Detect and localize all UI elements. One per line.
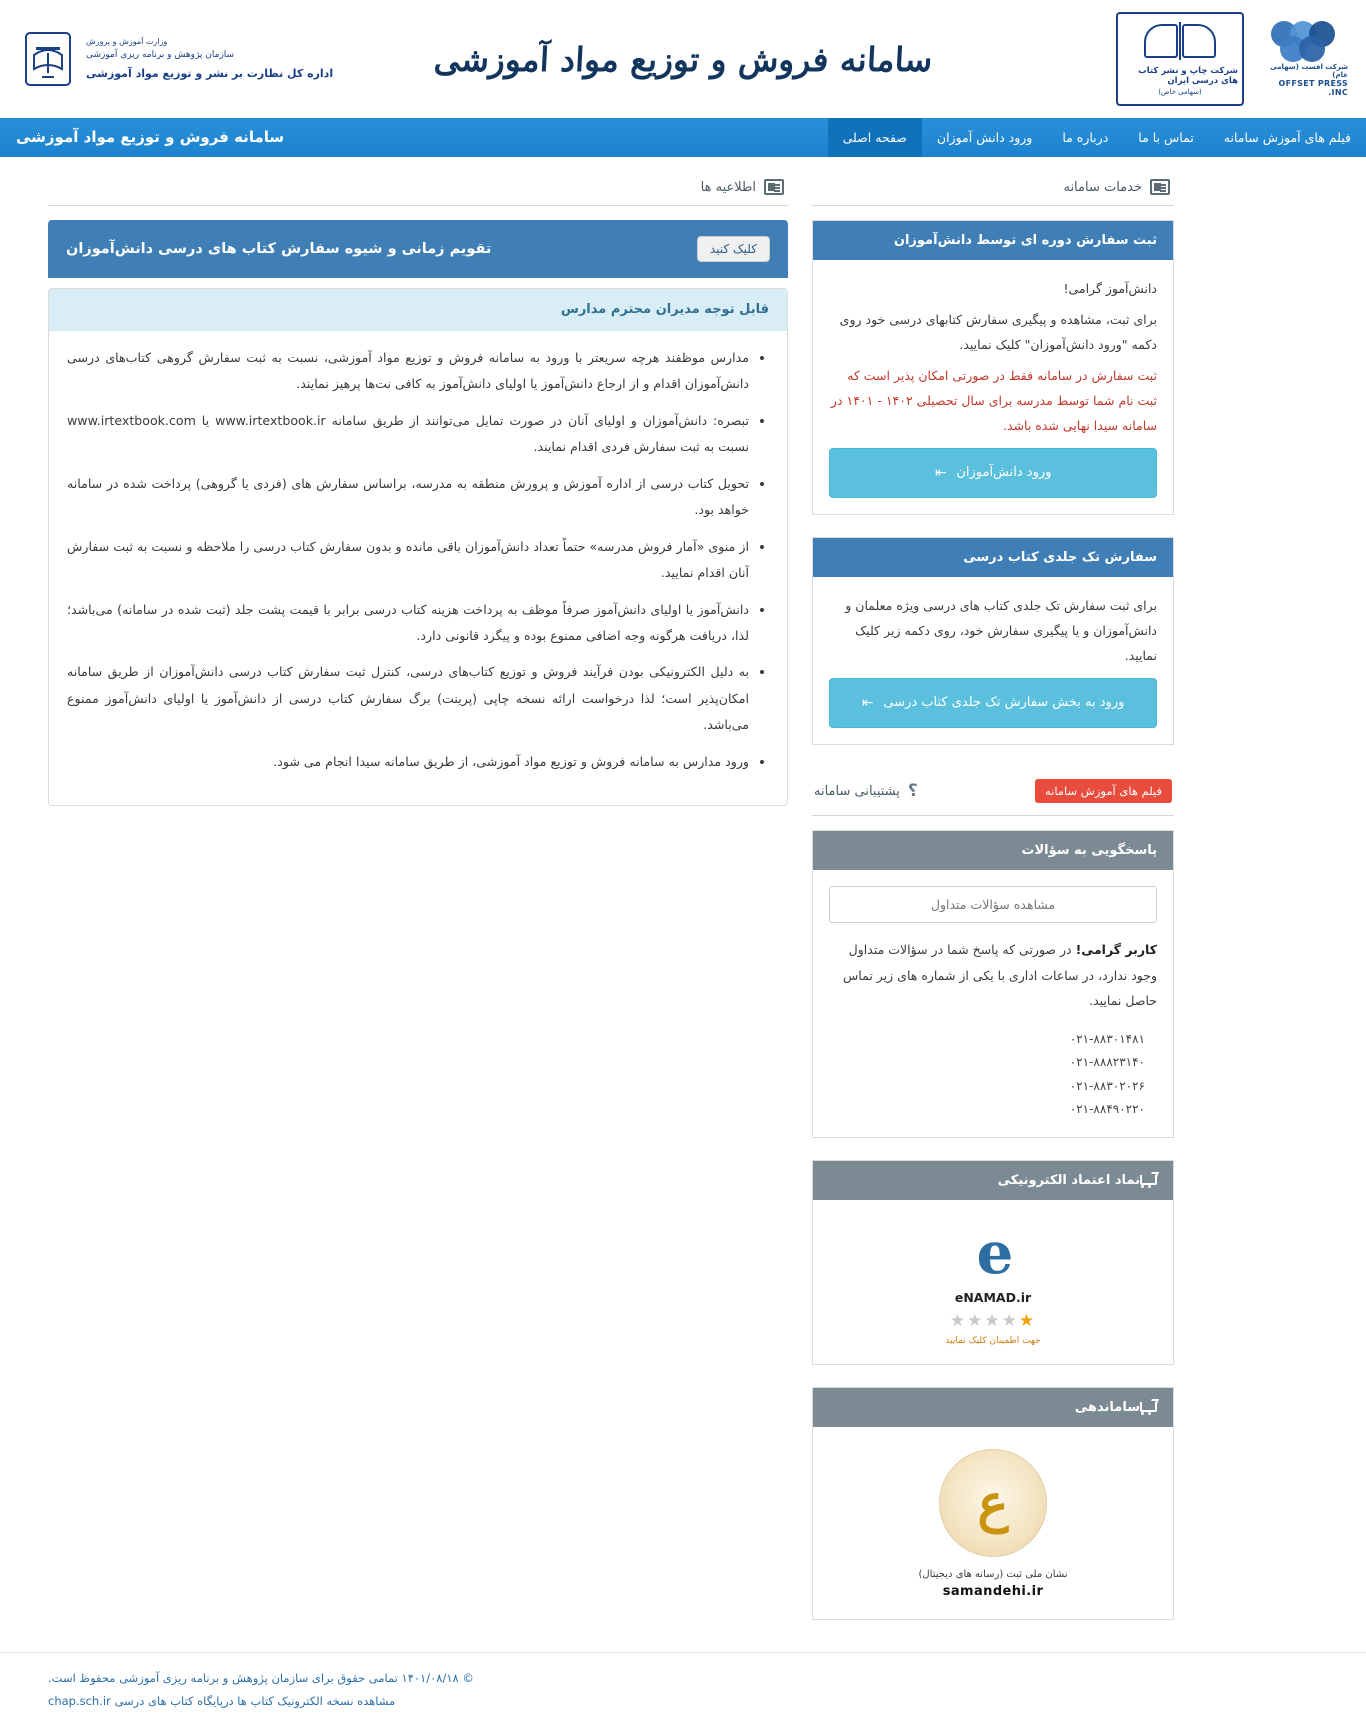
- footer-chap-link[interactable]: chap.sch.ir: [48, 1694, 111, 1709]
- training-videos-badge[interactable]: فیلم های آموزش سامانه: [1035, 779, 1172, 803]
- offset-press-logo: [1256, 16, 1348, 102]
- enamad-panel: [812, 1160, 1174, 1365]
- support-label-group: [814, 781, 918, 801]
- student-login-button[interactable]: [829, 448, 1157, 498]
- main-column: [48, 167, 788, 806]
- org-line3: اداره کل نظارت بر نشر و توزیع مواد آموزشی: [86, 66, 334, 80]
- page-footer: [0, 1652, 1366, 1735]
- notice-box: [48, 288, 788, 806]
- announcements-section-header: [48, 167, 788, 206]
- faq-title: پاسخگویی به سؤالات: [1021, 843, 1157, 858]
- faq-panel: [812, 830, 1174, 1138]
- nav-items: [828, 118, 1366, 157]
- calendar-panel-header: [48, 220, 788, 278]
- sidebar-column: [812, 167, 1174, 1642]
- support-row: [812, 767, 1174, 816]
- notice-item: • به دلیل الکترونیکی بودن فرآیند فروش و توزیع کتاب‌های درسی، کنترل ثبت سفارش کتاب درسی دانش‌آموزان از طریق سامانه امکان‌پذیر است؛ لذا درخواست ارائه نسخه چاپی (پرینت) برگ سفارش کتاب درسی از دانش‌آموز یا اولیای دانش‌آموز ممنوع می‌باشد.: [67, 659, 749, 738]
- notice-item: • از منوی «آمار فروش مدرسه» حتماً تعداد دانش‌آموزان باقی مانده و بدون سفارش کتاب درسی را ملاحظه و نسبت به ثبت سفارش آنان اقدام نمایید.: [67, 534, 749, 587]
- faq-panel-head: [813, 831, 1173, 870]
- enamad-title: نماد اعتماد الکترونیکی: [997, 1173, 1140, 1189]
- chap-publisher-logo: [1116, 12, 1244, 106]
- samandehi-title: ساماندهی: [1074, 1400, 1140, 1416]
- faq-note: [829, 937, 1157, 1014]
- period-order-title: ثبت سفارش دوره ای توسط دانش‌آموزان: [813, 221, 1173, 260]
- samandehi-panel-head: [813, 1388, 1173, 1427]
- support-phone: ۰۲۱-۸۸۳۰۲۰۲۶: [1069, 1078, 1145, 1093]
- faq-body: [813, 870, 1173, 1137]
- samandehi-line1: نشان ملی ثبت (رسانه های دیجیتال): [918, 1569, 1068, 1581]
- single-book-order-title: سفارش تک جلدی کتاب درسی: [813, 538, 1173, 577]
- chap-logo-line1: شرکت چاپ و نشر کتاب های درسی ایران: [1138, 66, 1238, 86]
- support-phone: ۰۲۱-۸۸۴۹۰۲۲۰: [1069, 1102, 1145, 1117]
- period-order-body: [813, 260, 1173, 514]
- header-org-block: [10, 27, 333, 91]
- enamad-stars: [823, 1311, 1163, 1331]
- support-phone-list: [829, 1028, 1157, 1122]
- single-book-order-body: [813, 577, 1173, 744]
- samandehi-line2: samandehi.ir: [942, 1584, 1044, 1600]
- offset-logo-line1: شرکت افست (سهامی عام): [1270, 63, 1348, 79]
- footer-copyright: © ۱۴۰۱/۰۸/۱۸ تمامی حقوق برای سازمان پژوهش و برنامه ریزی آموزشی محفوظ است.: [48, 1671, 474, 1686]
- nav-item-home[interactable]: صفحه اصلی: [828, 118, 922, 157]
- star-empty-icon: ★: [1001, 1311, 1019, 1332]
- single-book-order-button[interactable]: [829, 678, 1157, 728]
- org-line2: سازمان پژوهش و برنامه ریزی آموزشی: [86, 49, 235, 60]
- services-icon: [1150, 179, 1170, 195]
- period-order-warning: ثبت سفارش در سامانه فقط در صورتی امکان پذیر است که ثبت نام شما توسط مدرسه برای سال تحصیلی ۱۴۰۲ - ۱۴۰۱ در سامانه سیدا نهایی شده باشد.: [830, 368, 1157, 433]
- samandehi-logo-icon: ع: [939, 1449, 1047, 1557]
- cart-icon: [1140, 1174, 1157, 1188]
- star-empty-icon: ★: [949, 1311, 968, 1332]
- support-label: پشتیبانی سامانه: [814, 783, 900, 799]
- ministry-emblem-icon: [20, 27, 76, 91]
- offset-circles-icon: [1271, 21, 1333, 61]
- page-header: [0, 0, 1366, 118]
- calendar-click-button[interactable]: [697, 236, 770, 262]
- page-content: [0, 157, 1366, 1642]
- footer-link-row: [48, 1690, 1318, 1713]
- chap-logo-line2: (سهامی خاص): [1158, 88, 1202, 96]
- calendar-panel-title: تقویم زمانی و شیوه سفارش کتاب های درسی دانش‌آموزان: [66, 241, 492, 257]
- question-mark-icon: ؟: [907, 781, 918, 801]
- star-filled-icon: ★: [1018, 1311, 1037, 1332]
- enamad-panel-head: [813, 1161, 1173, 1200]
- single-book-order-text: برای ثبت سفارش تک جلدی کتاب های درسی ویژه معلمان و دانش‌آموزان و یا پیگیری سفارش خود، روی دکمه زیر کلیک نمایید.: [845, 598, 1157, 663]
- notice-item: • مدارس موظفند هرچه سریعتر با ورود به سامانه فروش و توزیع مواد آموزشی، نسبت به ثبت سفارش گروهی کتاب‌های درسی دانش‌آموزان اقدام و از ارجاع دانش‌آموز یا اولیای دانش‌آموز به کافی نت‌ها پرهیز نمایند.: [67, 345, 749, 398]
- student-login-label: ورود دانش‌آموزان: [956, 465, 1052, 480]
- enamad-logo-icon: e: [976, 1219, 1010, 1288]
- open-book-icon: [1143, 22, 1217, 62]
- enamad-name: eNAMAD.ir: [954, 1290, 1032, 1306]
- period-order-line1: دانش‌آموز گرامی!: [1063, 281, 1157, 296]
- support-phone: ۰۲۱-۸۸۸۲۳۱۴۰: [1069, 1055, 1145, 1070]
- enamad-body[interactable]: [813, 1200, 1173, 1364]
- calendar-click-label: کلیک کنید: [709, 242, 757, 256]
- notice-item: • ورود مدارس به سامانه فروش و توزیع مواد آموزشی، از طریق سامانه سیدا انجام می شود.: [67, 749, 749, 775]
- nav-item-student-login[interactable]: ورود دانش آموزان: [936, 130, 1033, 145]
- period-order-line2: برای ثبت، مشاهده و پیگیری سفارش کتابهای درسی خود روی دکمه "ورود دانش‌آموزان" کلیک نمایید.: [839, 312, 1157, 352]
- login-arrow-icon: ⇥: [934, 465, 947, 481]
- notice-item: • تبصره: دانش‌آموزان و اولیای آنان در صورت تمایل می‌توانند از طریق سامانه www.irtextbook.ir یا www.irtextbook.com نسبت به ثبت سفارش فردی اقدام نمایند.: [67, 408, 749, 461]
- notice-title: قابل توجه مدیران محترم مدارس: [49, 289, 787, 331]
- notice-item: • دانش‌آموز یا اولیای دانش‌آموز صرفاً موظف به پرداخت هزینه کتاب درسی برابر با قیمت پشت جلد (ثبت شده در سامانه) می‌باشد؛ لذا، دریافت هرگونه وجه اضافی ممنوع بوده و پیگرد قانونی دارد.: [67, 597, 749, 650]
- cart-icon: [1140, 1401, 1157, 1415]
- period-order-panel: [812, 220, 1174, 515]
- samandehi-body[interactable]: [813, 1427, 1173, 1619]
- announcements-title: اطلاعیه ها: [700, 179, 756, 195]
- services-title: خدمات سامانه: [1063, 179, 1142, 195]
- notice-list: [49, 331, 787, 805]
- offset-logo-line2: OFFSET PRESS INC.: [1278, 79, 1348, 97]
- faq-note-bold: کاربر گرامی!: [1075, 942, 1157, 957]
- single-order-arrow-icon: ⇥: [861, 695, 874, 711]
- star-empty-icon: ★: [984, 1311, 1002, 1332]
- single-book-order-panel: [812, 537, 1174, 745]
- notice-item: • تحویل کتاب درسی از اداره آموزش و پرورش منطقه به مدرسه، براساس سفارش های (فردی یا گروهی) پرداخت شده در سامانه خواهد بود.: [67, 471, 749, 524]
- announcement-icon: [764, 179, 784, 195]
- nav-item-about[interactable]: درباره ما: [1062, 130, 1109, 145]
- org-text: [86, 36, 333, 81]
- single-book-order-label: ورود به بخش سفارش تک جلدی کتاب درسی: [883, 695, 1125, 710]
- star-empty-icon: ★: [967, 1311, 985, 1332]
- header-title-text: سامانه فروش و توزیع مواد آموزشی: [432, 39, 934, 79]
- support-phone: ۰۲۱-۸۸۳۰۱۴۸۱: [1069, 1031, 1145, 1046]
- nav-brand: سامانه فروش و توزیع مواد آموزشی: [16, 128, 285, 146]
- faq-search-input[interactable]: [829, 886, 1157, 923]
- samandehi-panel: [812, 1387, 1174, 1620]
- header-logos-right: [1116, 12, 1356, 106]
- nav-item-contact[interactable]: تماس با ما: [1138, 130, 1194, 145]
- nav-item-training-videos[interactable]: فیلم های آموزش سامانه: [1223, 130, 1351, 145]
- main-navbar: [0, 118, 1366, 157]
- enamad-note: جهت اطمینان کلیک نمایید: [945, 1336, 1041, 1347]
- footer-link-prefix: مشاهده نسخه الکترونیک کتاب ها درپایگاه کتاب های درسی: [110, 1694, 396, 1709]
- org-line1: وزارت آموزش و پرورش: [86, 37, 168, 47]
- services-section-header: [812, 167, 1174, 206]
- faq-note-text: در صورتی که پاسخ شما در سؤالات متداول وجود ندارد، در ساعات اداری با یکی از شماره های زیر تماس حاصل نمایید.: [843, 942, 1157, 1009]
